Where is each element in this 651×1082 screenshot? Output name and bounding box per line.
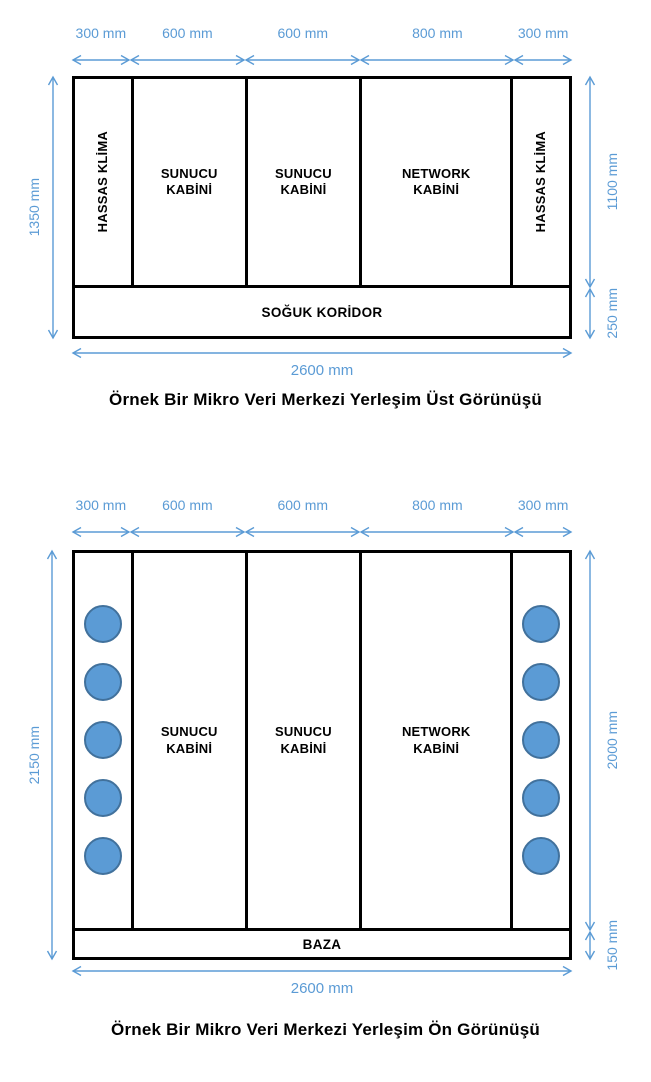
dimension-arrow — [360, 526, 514, 538]
cabinet-sunucu-1 — [134, 553, 248, 928]
front-view-right-dim-upper-wrap — [602, 550, 622, 931]
fan-circle — [84, 663, 122, 701]
cabinet-label: SUNUCU KABİNİ — [160, 165, 218, 197]
dimension-arrow — [47, 76, 59, 339]
cold-corridor-strip — [75, 285, 569, 336]
dimension-arrow — [72, 965, 572, 977]
base-strip — [75, 928, 569, 957]
right-dim-upper-label: 2000 mm — [604, 711, 620, 770]
fan-column-left — [75, 553, 134, 928]
cabinet-label: NETWORK KABİNİ — [401, 724, 471, 756]
front-view-width-dim-arrows — [72, 526, 572, 538]
top-view-width-dim-labels — [72, 24, 572, 42]
right-dim-lower-label: 150 mm — [604, 920, 620, 971]
width-dim-label: 800 mm — [412, 497, 463, 513]
fan-stack — [75, 553, 131, 928]
front-view-height-dim-label-wrap — [24, 550, 44, 960]
front-view-enclosure-box — [72, 550, 572, 960]
fan-circle — [522, 779, 560, 817]
fan-circle — [84, 605, 122, 643]
cabinet-label: NETWORK KABİNİ — [401, 165, 471, 197]
width-dim-label: 600 mm — [277, 25, 329, 41]
dimension-arrow — [584, 550, 596, 931]
dimension-arrow — [584, 931, 596, 960]
width-dim-label: 600 mm — [162, 497, 213, 513]
top-view-right-dim-lower-wrap — [602, 288, 622, 339]
dimension-arrow — [584, 288, 596, 339]
dimension-arrow — [514, 54, 572, 66]
fan-circle — [522, 663, 560, 701]
dimension-arrow — [46, 550, 58, 960]
cabinet-label: SUNUCU KABİNİ — [160, 724, 218, 756]
dimension-arrow — [130, 526, 245, 538]
cabinet-sunucu-2 — [248, 553, 362, 928]
cabinet-label: HASSAS KLİMA — [533, 131, 549, 233]
cabinet-sunucu-2 — [248, 79, 362, 285]
base-label: BAZA — [302, 936, 342, 952]
total-width-dim-label: 2600 mm — [290, 980, 354, 997]
fan-stack — [513, 553, 569, 928]
front-view-right-dim-lower-wrap — [602, 920, 622, 971]
dimension-arrow — [360, 54, 514, 66]
cabinet-label: SUNUCU KABİNİ — [275, 165, 332, 197]
width-dim-label: 300 mm — [517, 25, 569, 41]
fan-circle — [84, 837, 122, 875]
dimension-arrow — [72, 526, 130, 538]
dimension-arrow — [245, 526, 360, 538]
cabinet-hassas-klima-left — [75, 79, 134, 285]
dimension-arrow — [72, 54, 130, 66]
fan-circle — [522, 721, 560, 759]
cabinet-network — [362, 553, 513, 928]
cabinet-label: SUNUCU KABİNİ — [275, 724, 332, 756]
fan-circle — [84, 721, 122, 759]
top-view-diagram — [0, 0, 651, 430]
width-dim-label: 300 mm — [75, 25, 127, 41]
width-dim-label: 800 mm — [412, 25, 463, 41]
cabinet-sunucu-1 — [134, 79, 248, 285]
width-dim-label: 600 mm — [277, 497, 329, 513]
dimension-arrow — [130, 54, 245, 66]
right-dim-lower-label: 250 mm — [604, 288, 620, 339]
top-view-right-dim-upper-wrap — [602, 76, 622, 288]
fan-circle — [522, 605, 560, 643]
cabinet-hassas-klima-right — [513, 79, 569, 285]
front-view-diagram — [0, 430, 651, 1082]
dimension-arrow — [245, 54, 360, 66]
front-view-width-dim-labels — [72, 496, 572, 514]
dimension-arrow — [72, 347, 572, 359]
height-dim-label: 2150 mm — [26, 725, 42, 785]
front-view-title: Örnek Bir Mikro Veri Merkezi Yerleşim Ön Görünüşü — [111, 1020, 540, 1039]
top-view-title: Örnek Bir Mikro Veri Merkezi Yerleşim Üst Görünüşü — [109, 390, 542, 409]
width-dim-label: 600 mm — [162, 25, 213, 41]
top-view-height-dim-label-wrap — [24, 76, 44, 339]
fan-circle — [522, 837, 560, 875]
cold-corridor-label: SOĞUK KORİDOR — [261, 304, 383, 320]
fan-circle — [84, 779, 122, 817]
top-view-enclosure-box — [72, 76, 572, 339]
fan-column-right — [513, 553, 569, 928]
height-dim-label: 1350 mm — [26, 178, 42, 237]
dimension-arrow — [514, 526, 572, 538]
dimension-arrow — [584, 76, 596, 288]
width-dim-label: 300 mm — [75, 497, 127, 513]
total-width-dim-label: 2600 mm — [290, 362, 354, 379]
top-view-width-dim-arrows — [72, 54, 572, 66]
width-dim-label: 300 mm — [517, 497, 569, 513]
right-dim-upper-label: 1100 mm — [604, 153, 620, 211]
cabinet-label: HASSAS KLİMA — [94, 131, 110, 233]
cabinet-network — [362, 79, 513, 285]
